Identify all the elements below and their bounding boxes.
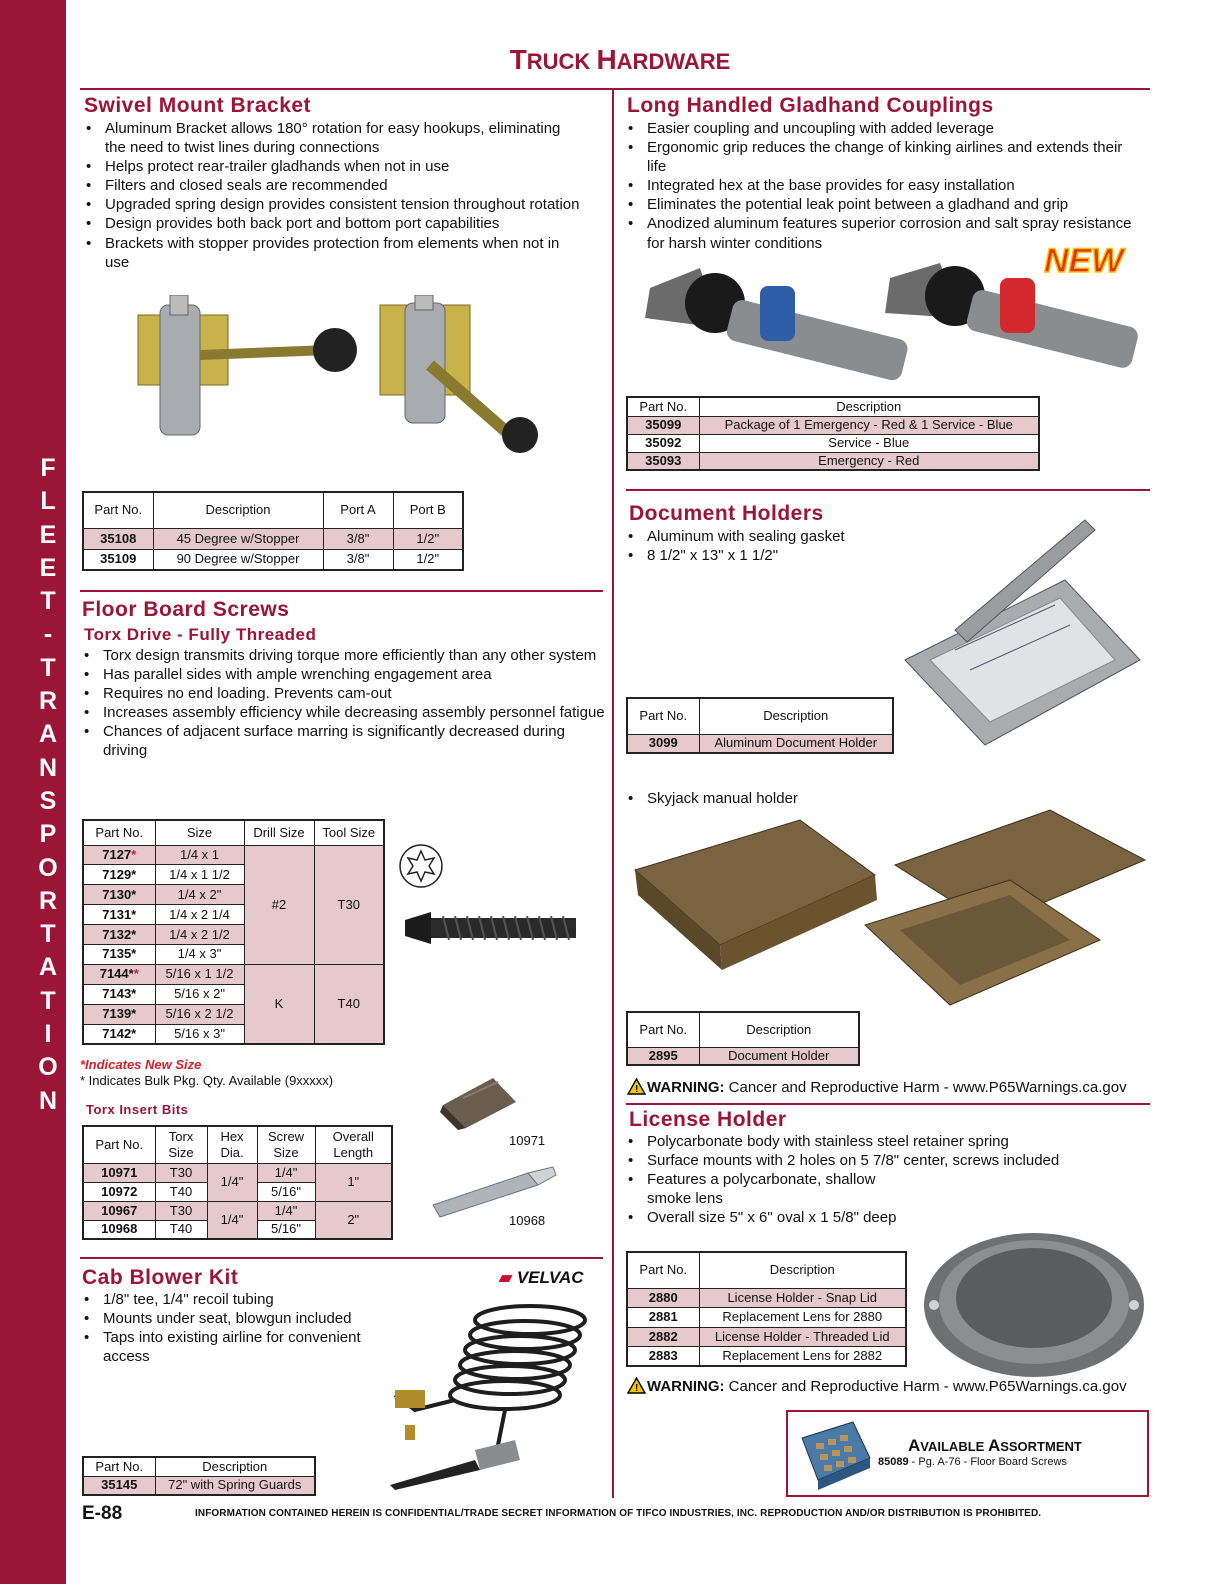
- sidebar-letter: N: [38, 1086, 58, 1115]
- gladhand-image: [640, 258, 1150, 383]
- list-item: • Taps into existing airline for convenient access: [80, 1328, 410, 1366]
- sidebar-letter: I: [44, 1020, 52, 1049]
- sidebar-letter: S: [39, 786, 57, 815]
- page-number: E-88: [82, 1503, 123, 1524]
- column-header: Port B: [393, 492, 463, 528]
- bits-heading: Torx Insert Bits: [86, 1102, 189, 1117]
- table-row: 7135* 1/4 x 3": [83, 944, 384, 964]
- column-header: Description: [155, 1457, 315, 1476]
- list-item: • Polycarbonate body with stainless steel retainer spring: [624, 1132, 1124, 1151]
- list-item: • Filters and closed seals are recommended: [82, 176, 582, 195]
- title-rule: [80, 88, 1150, 90]
- table-row: 35093 Emergency - Red: [627, 452, 1039, 470]
- new-size-note: *Indicates New Size: [80, 1057, 202, 1072]
- table-row: 7143* 5/16 x 2": [83, 984, 384, 1004]
- list-item: • Design provides both back port and bottom port capabilities: [82, 214, 582, 233]
- document-table-2: [626, 1011, 860, 1066]
- column-header: Description: [699, 1012, 859, 1047]
- sidebar-letter: E: [39, 553, 57, 582]
- table-row: 10968 T40 5/16": [83, 1220, 392, 1239]
- table-row: 2895 Document Holder: [627, 1047, 859, 1065]
- section-rule: [626, 1103, 1150, 1105]
- column-header: Part No.: [83, 492, 153, 528]
- column-header: Screw Size: [257, 1126, 315, 1163]
- sidebar-letter: T: [40, 653, 56, 682]
- table-row: 35092 Service - Blue: [627, 434, 1039, 452]
- bit-caption-10971: 10971: [509, 1133, 546, 1148]
- column-header: Tool Size: [314, 820, 384, 845]
- list-item: • Eliminates the potential leak point between a gladhand and grip: [624, 195, 1144, 214]
- column-header: Overall Length: [315, 1126, 392, 1163]
- table-row: 7131* 1/4 x 2 1/4: [83, 905, 384, 925]
- gladhand-table: [626, 396, 1040, 471]
- warning-notice: ! WARNING: Cancer and Reproductive Harm - www.P65Warnings.ca.gov: [627, 1377, 1127, 1395]
- table-row: 35108 45 Degree w/Stopper 3/8" 1/2": [83, 528, 463, 549]
- svg-text:NEW: NEW: [1044, 242, 1124, 280]
- gladhand-bullets: [624, 119, 1144, 253]
- list-item: • Aluminum with sealing gasket: [624, 527, 924, 546]
- gladhand-heading: Long Handled Gladhand Couplings: [627, 94, 994, 117]
- column-divider: [612, 90, 614, 1498]
- sidebar-letter: R: [38, 886, 58, 915]
- assortment-callout: [786, 1410, 1149, 1497]
- table-row: 7127* 1/4 x 1 #2 T30: [83, 845, 384, 865]
- license-bullets: [624, 1132, 1124, 1227]
- section-rule: [80, 590, 603, 592]
- table-row: 7142* 5/16 x 3": [83, 1024, 384, 1044]
- table-row: 7129* 1/4 x 1 1/2: [83, 865, 384, 885]
- sidebar-letter: A: [38, 953, 58, 982]
- swivel-table: [82, 491, 464, 571]
- list-item: • Requires no end loading. Prevents cam-out: [80, 684, 605, 703]
- list-item: • Chances of adjacent surface marring is significantly decreased during driving: [80, 722, 605, 760]
- floor-bullets: [80, 646, 605, 761]
- list-item: • Upgraded spring design provides consistent tension throughout rotation: [82, 195, 582, 214]
- column-header: Port A: [323, 492, 393, 528]
- column-header: Description: [699, 1252, 906, 1288]
- floor-table: [82, 819, 385, 1045]
- table-row: 7132* 1/4 x 2 1/2: [83, 925, 384, 945]
- table-row: 7144** 5/16 x 1 1/2 K T40: [83, 964, 384, 984]
- column-header: Part No.: [83, 1457, 155, 1476]
- short-bit-image: [438, 1070, 528, 1130]
- table-row: 35109 90 Degree w/Stopper 3/8" 1/2": [83, 549, 463, 570]
- table-row: 3099 Aluminum Document Holder: [627, 734, 893, 753]
- column-header: Part No.: [627, 1252, 699, 1288]
- table-row: 2881 Replacement Lens for 2880: [627, 1308, 906, 1328]
- torx-drive-icon: [398, 843, 444, 889]
- swivel-heading: Swivel Mount Bracket: [84, 94, 312, 117]
- sidebar-letter: L: [40, 487, 56, 516]
- list-item: • Surface mounts with 2 holes on 5 7/8" center, screws included: [624, 1151, 1124, 1170]
- section-rule: [626, 489, 1150, 491]
- blower-kit-image: [375, 1290, 605, 1500]
- bit-caption-10968: 10968: [509, 1213, 546, 1228]
- list-item: • Mounts under seat, blowgun included: [80, 1309, 410, 1328]
- list-item: • Features a polycarbonate, shallow smoke lens: [624, 1170, 914, 1208]
- sidebar-letter: -: [43, 620, 53, 649]
- list-item: • Integrated hex at the base provides for easy installation: [624, 176, 1144, 195]
- document-table-1: [626, 697, 894, 754]
- column-header: Part No.: [83, 820, 155, 845]
- list-item: • Helps protect rear-trailer gladhands when not in use: [82, 157, 582, 176]
- footer-disclaimer: INFORMATION CONTAINED HEREIN IS CONFIDENTIAL/TRADE SECRET INFORMATION OF TIFCO INDUSTRIES, INC. REPRODUCTION AND/OR DISTRIBUTION IS PROHIBITED.: [195, 1508, 1042, 1519]
- assortment-case-image: [798, 1418, 873, 1493]
- column-header: Torx Size: [155, 1126, 207, 1163]
- table-row: 7139* 5/16 x 2 1/2: [83, 1004, 384, 1024]
- warning-notice: ! WARNING: Cancer and Reproductive Harm - www.P65Warnings.ca.gov: [627, 1078, 1127, 1096]
- table-row: 10972 T40 5/16": [83, 1182, 392, 1201]
- list-item: • Torx design transmits driving torque more efficiently than any other system: [80, 646, 605, 665]
- sidebar-letter: O: [38, 1053, 58, 1082]
- sidebar-category-label: [30, 452, 66, 1118]
- warning-icon: [627, 1078, 646, 1095]
- list-item: • 8 1/2" x 13" x 1 1/2": [624, 546, 924, 565]
- sidebar-letter: T: [40, 986, 56, 1015]
- list-item: • Skyjack manual holder: [624, 789, 924, 808]
- velvac-logo: ▰ VELVAC: [499, 1268, 584, 1287]
- column-header: Description: [153, 492, 323, 528]
- bits-table: [82, 1125, 393, 1240]
- column-header: Drill Size: [244, 820, 314, 845]
- manual-holder-image: [630, 805, 1150, 1010]
- document-bullets: [624, 527, 924, 565]
- list-item: • Increases assembly efficiency while decreasing assembly personnel fatigue: [80, 703, 605, 722]
- sidebar-letter: F: [40, 454, 56, 482]
- sidebar-letter: T: [40, 920, 56, 949]
- list-item: • Overall size 5" x 6" oval x 1 5/8" deep: [624, 1208, 1124, 1227]
- swivel-bracket-image: [130, 295, 580, 455]
- table-row: 2880 License Holder - Snap Lid: [627, 1288, 906, 1308]
- warning-icon: [627, 1377, 646, 1394]
- list-item: • Aluminum Bracket allows 180° rotation for easy hookups, eliminating the need to twist lines during connections: [82, 119, 582, 157]
- table-row: 10967 T30 1/4" 1/4" 2": [83, 1201, 392, 1220]
- page-title: TRUCK HARDWARE: [509, 44, 731, 75]
- sidebar-letter: E: [39, 520, 57, 549]
- list-item: • Easier coupling and uncoupling with added leverage: [624, 119, 1144, 138]
- sidebar-letter: R: [38, 687, 58, 716]
- sidebar-letter: T: [40, 587, 56, 616]
- list-item: • Ergonomic grip reduces the change of kinking airlines and extends their life: [624, 138, 1144, 176]
- table-row: 2883 Replacement Lens for 2882: [627, 1347, 906, 1367]
- column-header: Part No.: [83, 1126, 155, 1163]
- blower-table: [82, 1456, 316, 1496]
- sidebar-letter: O: [38, 853, 58, 882]
- column-header: Part No.: [627, 1012, 699, 1047]
- column-header: Part No.: [627, 698, 699, 734]
- table-row: 35099 Package of 1 Emergency - Red & 1 Service - Blue: [627, 416, 1039, 434]
- torx-screw-image: [403, 900, 583, 950]
- list-item: • 1/8" tee, 1/4" recoil tubing: [80, 1290, 410, 1309]
- svg-text:!: !: [635, 1383, 639, 1394]
- license-table: [626, 1251, 907, 1367]
- assortment-title: AVAILABLE ASSORTMENT: [908, 1436, 1082, 1455]
- section-rule: [80, 1257, 603, 1259]
- sidebar-letter: A: [38, 720, 58, 749]
- sidebar-letter: N: [38, 753, 58, 782]
- table-row: 35145 72" with Spring Guards: [83, 1476, 315, 1495]
- column-header: Hex Dia.: [207, 1126, 257, 1163]
- table-row: 7130* 1/4 x 2": [83, 885, 384, 905]
- column-header: Description: [699, 698, 893, 734]
- assortment-text: 85089 - Pg. A-76 - Floor Board Screws: [878, 1456, 1067, 1468]
- document-holder-image: [895, 510, 1150, 750]
- table-row: 2882 License Holder - Threaded Lid: [627, 1327, 906, 1347]
- list-item: • Anodized aluminum features superior corrosion and salt spray resistance for harsh winter conditions: [624, 214, 1144, 252]
- license-heading: License Holder: [629, 1108, 787, 1131]
- column-header: Part No.: [627, 397, 699, 416]
- floor-heading: Floor Board Screws: [82, 598, 290, 621]
- license-holder-image: [922, 1230, 1152, 1380]
- blower-bullets: [80, 1290, 410, 1366]
- list-item: • Brackets with stopper provides protection from elements when not in use: [82, 234, 582, 272]
- swivel-bullets: [82, 119, 582, 272]
- blower-heading: Cab Blower Kit: [82, 1266, 239, 1289]
- svg-text:!: !: [635, 1084, 639, 1095]
- column-header: Description: [699, 397, 1039, 416]
- column-header: Size: [155, 820, 244, 845]
- sidebar-letter: P: [39, 820, 57, 849]
- document-heading: Document Holders: [629, 502, 824, 525]
- bulk-note: * Indicates Bulk Pkg. Qty. Available (9xxxxx): [80, 1073, 334, 1088]
- table-row: 10971 T30 1/4" 1/4" 1": [83, 1163, 392, 1182]
- list-item: • Has parallel sides with ample wrenching engagement area: [80, 665, 605, 684]
- floor-subheading: Torx Drive - Fully Threaded: [84, 625, 317, 644]
